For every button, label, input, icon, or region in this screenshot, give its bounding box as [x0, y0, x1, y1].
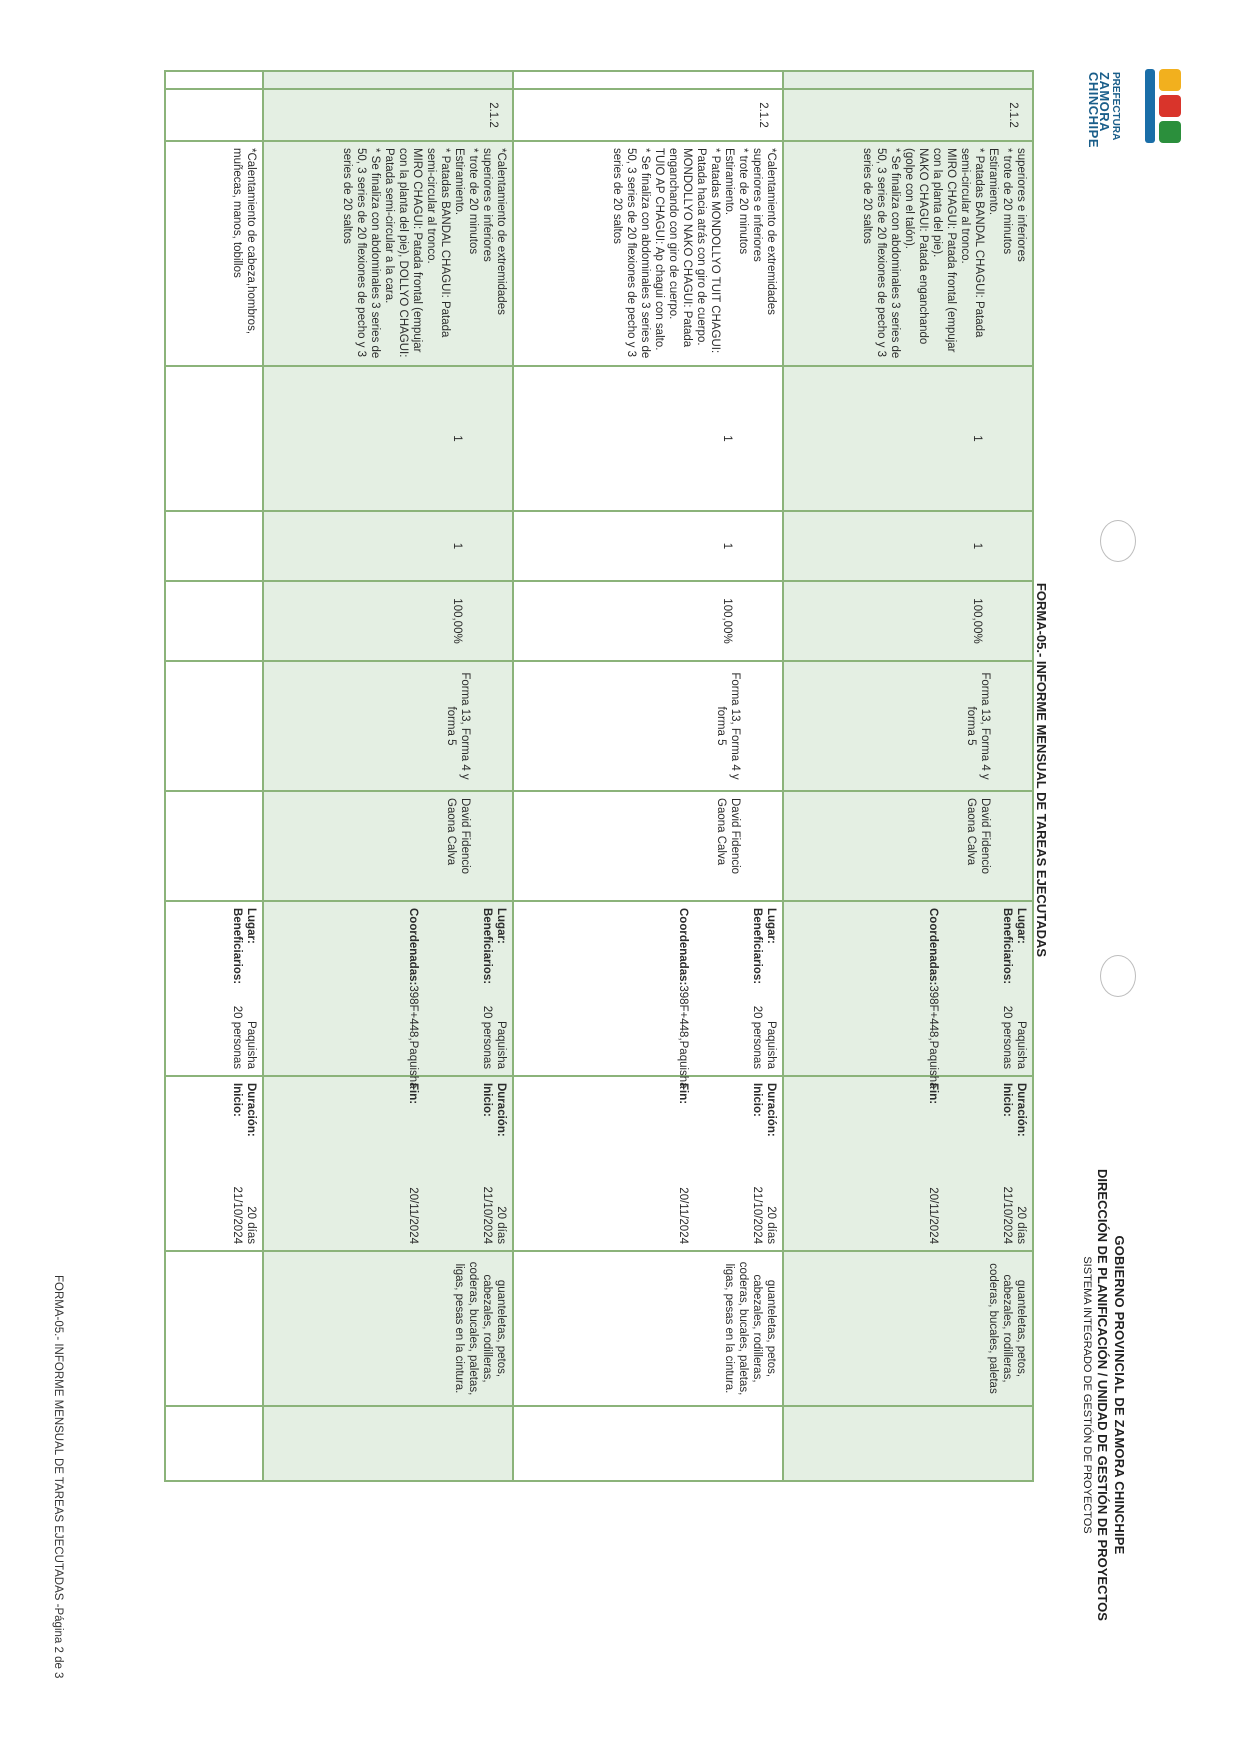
table-row [513, 71, 783, 1481]
duration-value: 20 días [245, 1206, 257, 1244]
punch-hole-2 [1100, 955, 1136, 997]
location-cell [263, 901, 513, 1089]
beneficiaries-value: 20 personas [231, 1005, 243, 1069]
observations-cell [165, 1406, 263, 1481]
location-label: Lugar: [765, 908, 777, 944]
logo-line-3: CHINCHIPE [1086, 72, 1101, 149]
logo-line-1: PREFECTURA [1110, 72, 1121, 141]
beneficiaries-label: Beneficiarios: [1001, 908, 1013, 985]
beneficiaries-row [750, 908, 764, 1069]
beneficiaries-label: Beneficiarios: [751, 908, 763, 985]
materials-list: guanteletas, petos, cabezales, rodilleras, coderas, bucales, paletas [783, 1251, 1033, 1406]
end-row [406, 1083, 420, 1244]
location-label: Lugar: [1015, 908, 1027, 944]
end-value: 20/11/2024 [677, 1187, 689, 1244]
executed-count: 1 [513, 511, 783, 581]
end-row [926, 1083, 940, 1244]
spacer-cell [513, 71, 783, 89]
start-row [230, 1083, 244, 1244]
dates-cell [263, 1076, 513, 1251]
planned-count: 1 [513, 366, 783, 511]
start-value: 21/10/2024 [751, 1186, 763, 1244]
tasks-table [164, 70, 1034, 1482]
start-label: Inicio: [1001, 1083, 1013, 1117]
duration-value: 20 días [765, 1206, 777, 1244]
beneficiaries-value: 20 personas [1001, 1005, 1013, 1069]
coords-label: Coordenadas: [407, 908, 419, 986]
coords-row [926, 908, 940, 1089]
duration-label: Duración: [245, 1083, 257, 1137]
beneficiaries-row [230, 908, 244, 1069]
dates-cell [165, 1076, 263, 1251]
duration-value: 20 días [1015, 1206, 1027, 1244]
page-footer: FORMA-05.- INFORME MENSUAL DE TAREAS EJECUTADAS -Página 2 de 3 [52, 1275, 64, 1679]
executed-count: 1 [263, 511, 513, 581]
activity-code [165, 89, 263, 141]
completion-percent: 100,00% [513, 581, 783, 661]
materials-list [165, 1251, 263, 1406]
location-row [1014, 908, 1028, 1069]
spacer-cell [783, 71, 1033, 89]
org-name: GOBIERNO PROVINCIAL DE ZAMORA CHINCHIPE [1112, 1235, 1127, 1555]
completion-percent: 100,00% [263, 581, 513, 661]
forms-description: Forma 13, Forma 4 y forma 5 [263, 661, 513, 791]
table-row [783, 71, 1033, 1481]
start-row [480, 1083, 494, 1244]
end-value: 20/11/2024 [927, 1187, 939, 1244]
location-value: Paquisha [245, 1021, 257, 1069]
duration-value: 20 días [495, 1206, 507, 1244]
start-label: Inicio: [481, 1083, 493, 1117]
beneficiaries-row [1000, 908, 1014, 1069]
completion-percent [165, 581, 263, 661]
logo-icon [1123, 65, 1185, 149]
end-label: Fin: [677, 1083, 689, 1105]
activity-code: 2.1.2 [263, 89, 513, 141]
location-row [244, 908, 258, 1069]
duration-row [1014, 1083, 1028, 1244]
duration-row [494, 1083, 508, 1244]
start-value: 21/10/2024 [1001, 1186, 1013, 1244]
dates-cell [783, 1076, 1033, 1251]
activity-code: 2.1.2 [783, 89, 1033, 141]
coords-label: Coordenadas: [677, 908, 689, 986]
observations-cell [513, 1406, 783, 1481]
duration-row [764, 1083, 778, 1244]
end-label: Fin: [927, 1083, 939, 1105]
coords-row [676, 908, 690, 1089]
executed-count: 1 [783, 511, 1033, 581]
dates-cell [513, 1076, 783, 1251]
responsible-name: David Fidencio Gaona Calva [513, 791, 783, 901]
table-row [165, 71, 263, 1481]
materials-list: guanteletas, petos, cabezales, rodilleras, coderas, bucales, paletas, ligas, pesas en la cintura. [513, 1251, 783, 1406]
activity-description: *Calentamiento de cabeza,hombros, muñecas, manos, tobillos [165, 141, 263, 366]
start-row [1000, 1083, 1014, 1244]
system-name: SISTEMA INTEGRADO DE GESTIÓN DE PROYECTOS [1081, 1256, 1093, 1534]
logo-line-2: ZAMORA [1097, 72, 1112, 133]
activity-code: 2.1.2 [513, 89, 783, 141]
spacer-cell [165, 71, 263, 89]
duration-label: Duración: [495, 1083, 507, 1137]
location-value: Paquisha [765, 1021, 777, 1069]
beneficiaries-value: 20 personas [481, 1005, 493, 1069]
observations-cell [263, 1406, 513, 1481]
activity-description: *Calentamiento de extremidades superiores e inferiores * trote de 20 minutos Estiramiento. * Patadas MONDOLLYO TUIT CHAGUI: Patada hacia atrás con giro de cuerpo. MONDOLLYO NAKO CHAGUI: Patada enganchando con giro de cuerpo. TUIO AP CHAGUI: Ap chagui con salto. * Se finaliza con abdominales 3 series de 50, 3 series de 20 flexiones de pecho y 3 series de 20 saltos [513, 141, 783, 366]
planned-count: 1 [783, 366, 1033, 511]
completion-percent: 100,00% [783, 581, 1033, 661]
location-label: Lugar: [495, 908, 507, 944]
observations-cell [783, 1406, 1033, 1481]
location-value: Paquisha [495, 1021, 507, 1069]
end-row [676, 1083, 690, 1244]
end-value: 20/11/2024 [407, 1187, 419, 1244]
end-label: Fin: [407, 1083, 419, 1105]
location-value: Paquisha [1015, 1021, 1027, 1069]
coords-value: 398F+448,Paquisha [927, 985, 939, 1089]
planned-count: 1 [263, 366, 513, 511]
coords-row [406, 908, 420, 1089]
start-value: 21/10/2024 [481, 1186, 493, 1244]
coords-value: 398F+448,Paquisha [407, 985, 419, 1089]
location-row [764, 908, 778, 1069]
activity-description: superiores e inferiores * trote de 20 minutos Estiramiento. * Patadas BANDAL CHAGUI: Patada semi-circular al tronco. MIRO CHAGUI: Patada frontal (empujar con la planta del pie). NAKO CHAGUI: Patada enganchando (golpe con el talón). * Se finaliza con abdominales 3 series de 50, 3 series de 20 flexiones de pecho y 3 series de 20 saltos [783, 141, 1033, 366]
responsible-name [165, 791, 263, 901]
location-cell [165, 901, 263, 1076]
duration-label: Duración: [1015, 1083, 1027, 1137]
location-cell [783, 901, 1033, 1089]
duration-label: Duración: [765, 1083, 777, 1137]
start-label: Inicio: [751, 1083, 763, 1117]
beneficiaries-label: Beneficiarios: [481, 908, 493, 985]
logo-text [1088, 72, 1121, 148]
location-row [494, 908, 508, 1069]
location-cell [513, 901, 783, 1089]
punch-hole-1 [1100, 520, 1136, 562]
beneficiaries-row [480, 908, 494, 1069]
beneficiaries-label: Beneficiarios: [231, 908, 243, 985]
table-row [263, 71, 513, 1481]
planned-count [165, 366, 263, 511]
start-value: 21/10/2024 [231, 1186, 243, 1244]
responsible-name: David Fidencio Gaona Calva [783, 791, 1033, 901]
materials-list: guanteletas, petos, cabezales, rodilleras, coderas, bucales, paletas, ligas, pesas en la cintura. [263, 1251, 513, 1406]
forms-description: Forma 13, Forma 4 y forma 5 [513, 661, 783, 791]
forms-description [165, 661, 263, 791]
location-label: Lugar: [245, 908, 257, 944]
duration-row [244, 1083, 258, 1244]
coords-value: 398F+448,Paquisha [677, 985, 689, 1089]
activity-description: *Calentamiento de extremidades superiores e inferiores * trote de 20 minutos Estiramiento. * Patadas BANDAL CHAGUI: Patada semi-circular al tronco. MIRO CHAGUI: Patada frontal (empujar con la planta del pie), DOLLYO CHAGUI: Patada semi-circular a la cara. * Se finaliza con abdominales 3 series de 50, 3 series de 20 flexiones de pecho y 3 series de 20 saltos [263, 141, 513, 366]
forms-description: Forma 13, Forma 4 y forma 5 [783, 661, 1033, 791]
coords-label: Coordenadas: [927, 908, 939, 986]
form-title: FORMA-05.- INFORME MENSUAL DE TAREAS EJECUTADAS [1034, 582, 1049, 958]
start-row [750, 1083, 764, 1244]
department-name: DIRECCIÓN DE PLANIFICACIÓN / UNIDAD DE GESTIÓN DE PROYECTOS [1095, 1169, 1110, 1621]
beneficiaries-value: 20 personas [751, 1005, 763, 1069]
responsible-name: David Fidencio Gaona Calva [263, 791, 513, 901]
start-label: Inicio: [231, 1083, 243, 1117]
spacer-cell [263, 71, 513, 89]
executed-count [165, 511, 263, 581]
